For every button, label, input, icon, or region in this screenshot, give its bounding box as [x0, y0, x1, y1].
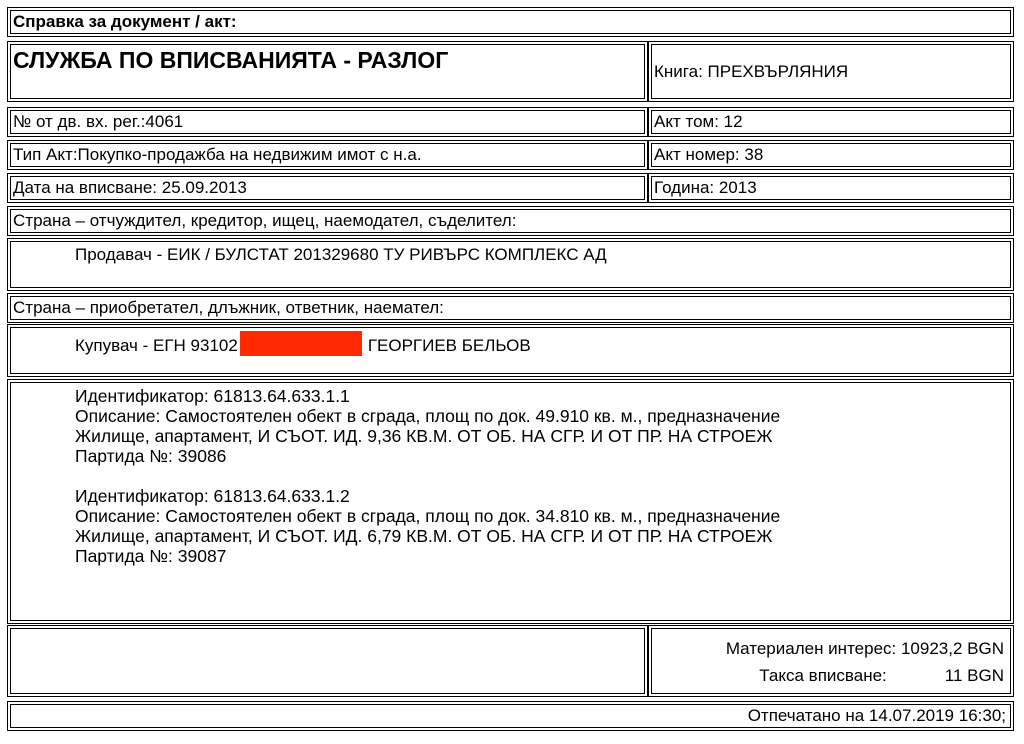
property-1-lot: Партида №: 39086 [75, 446, 227, 466]
material-interest: Материален интерес: 10923,2 BGN [725, 639, 1004, 658]
property-1-desc-line2: Жилище, апартамент, И СЪОТ. ИД. 9,36 КВ.М. ОТ ОБ. НА СГР. И ОТ ПР. НА СТРОЕЖ [75, 426, 773, 446]
registration-fee-value: 11 BGN [944, 666, 1004, 685]
fees-empty-cell [10, 628, 645, 694]
document-header [10, 10, 1011, 34]
property-2-id: Идентификатор: 61813.64.633.1.2 [75, 486, 350, 506]
year-cell [651, 176, 1011, 200]
fees-cell [651, 628, 1011, 694]
printed-timestamp: Отпечатано на 14.07.2019 16:30; [747, 706, 1006, 725]
entry-date: Дата на вписване: 25.09.2013 [13, 178, 247, 197]
reg-no-cell [10, 110, 645, 134]
party2-label: Страна – приобретател, длъжник, ответник, наемател: [13, 298, 444, 317]
book-name: Книга: ПРЕХВЪРЛЯНИЯ [654, 62, 849, 81]
property-2-lot: Партида №: 39087 [75, 546, 227, 566]
book-cell [651, 44, 1011, 99]
party2-value-cell [10, 327, 1011, 374]
reg-no: № от дв. вх. рег.:4061 [13, 112, 184, 131]
property-1-desc-line1: Описание: Самостоятелен обект в сграда, площ по док. 49.910 кв. м., предназначение [75, 406, 781, 426]
printed-footer [10, 704, 1011, 728]
property-2-desc-line2: Жилище, апартамент, И СЪОТ. ИД. 6,79 КВ.М. ОТ ОБ. НА СГР. И ОТ ПР. НА СТРОЕЖ [75, 526, 773, 546]
entry-date-cell [10, 176, 645, 200]
act-type: Тип Акт:Покупко-продажба на недвижим имот с н.а. [13, 145, 422, 164]
party2-value-suffix: ГЕОРГИЕВ БЕЛЬОВ [367, 336, 531, 355]
registration-fee [652, 662, 1004, 689]
office-cell [10, 44, 645, 99]
party1-value-cell [10, 241, 1011, 288]
party1-label: Страна – отчуждител, кредитор, ищец, наемодател, съделител: [13, 211, 517, 230]
party1-value: Продавач - ЕИК / БУЛСТАТ 201329680 ТУ РИВЪРС КОМПЛЕКС АД [75, 245, 607, 264]
property-1-id: Идентификатор: 61813.64.633.1.1 [75, 386, 350, 406]
redaction-block [240, 331, 362, 356]
office-name: СЛУЖБА ПО ВПИСВАНИЯТА - РАЗЛОГ [13, 47, 449, 73]
act-number: Акт номер: 38 [654, 145, 764, 164]
document-header-title: Справка за документ / акт: [13, 12, 237, 31]
act-volume-cell [651, 110, 1011, 134]
act-number-cell [651, 143, 1011, 167]
properties-cell [10, 382, 1011, 621]
property-2-desc-line1: Описание: Самостоятелен обект в сграда, площ по док. 34.810 кв. м., предназначение [75, 506, 781, 526]
party2-label-cell [10, 296, 1011, 320]
registration-fee-label: Такса вписване: [759, 666, 887, 685]
party1-label-cell [10, 209, 1011, 233]
act-volume: Акт том: 12 [654, 112, 743, 131]
year: Година: 2013 [654, 178, 757, 197]
act-type-cell [10, 143, 645, 167]
party2-value-prefix: Купувач - ЕГН 93102 [75, 336, 238, 355]
